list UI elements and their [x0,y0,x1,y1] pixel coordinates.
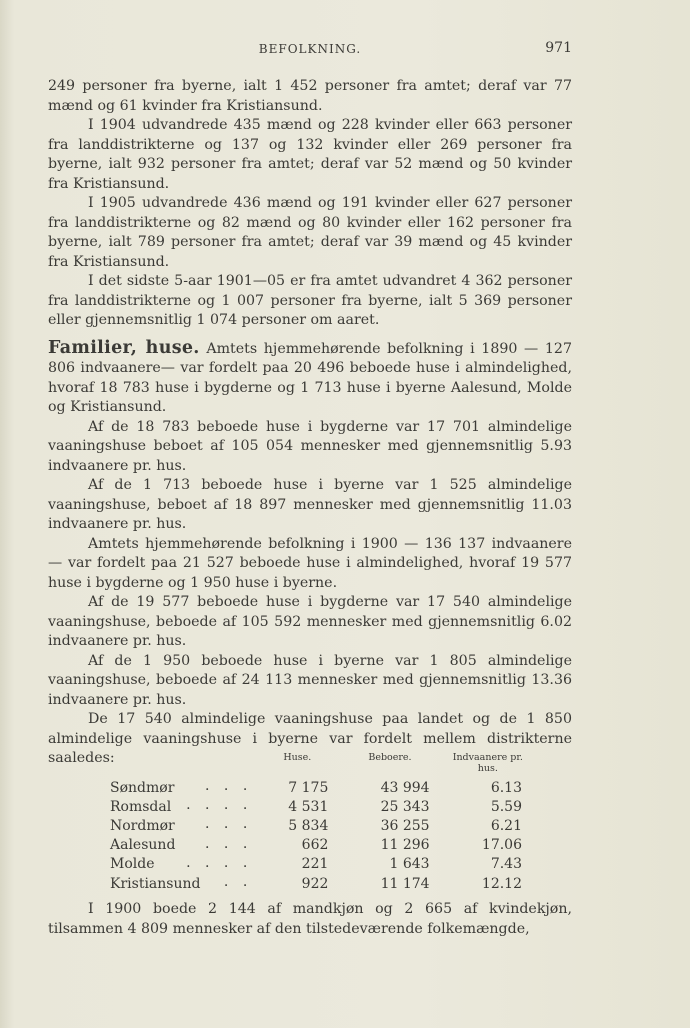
houses-cell: 221 [301,856,329,873]
section-paragraph [48,339,572,418]
leader-dots: . . . . [186,854,253,871]
leader-dots: . . . [205,816,253,833]
district-name: Nordmør [110,817,175,834]
column-header-houses: Huse. [283,752,312,763]
per-house-cell: 12.12 [481,875,522,892]
table-header-row [110,752,530,778]
paragraph: I 1905 udvandrede 436 mænd og 191 kvinder eller 627 personer fra landdistrikterne og 82 mænd og 80 kvinder eller 162 personer fra byerne, ialt 789 personer fra amtet; deraf var 39 mænd og 45 kvinder fra Kristiansund. [48,195,572,270]
residents-cell: 11 174 [380,875,430,892]
leader-dots: . . . [205,835,253,852]
paragraph: 249 personer fra byerne, ialt 1 452 personer fra amtet; deraf var 77 mænd og 61 kvinder fra Kristiansund. [48,78,572,114]
column-header-per-house: Indvaanere pr. hus. [452,752,523,774]
paragraph: Af de 18 783 beboede huse i bygderne var 17 701 almindelige vaaningshuse beboet af 105 054 mennesker med gjennemsnitlig 5.93 indvaanere pr. hus. [48,418,572,474]
paragraph: I 1904 udvandrede 435 mænd og 228 kvinder eller 663 personer fra landdistrikterne og 137 og 132 kvinder eller 269 personer fra byerne, ialt 932 personer fra amtet; deraf var 52 mænd og 50 kvinder fra Kristiansund. [48,117,572,192]
residents-cell: 25 343 [380,798,430,815]
page-header [48,40,572,60]
section-heading: Familier, huse. [48,337,200,358]
table-row [110,855,530,874]
residents-cell: 36 255 [380,817,430,834]
table-row [110,874,530,893]
district-houses-table [110,752,530,893]
houses-cell: 5 834 [288,817,329,834]
district-name: Søndmør [110,779,175,796]
paragraph-text: Amtets hjemmehørende befolkning i 1890 — 127 806 indvaanere— var fordelt paa 20 496 beboede huse i almindelighed, hvoraf 18 783 huse i bygderne og 1 713 huse i byerne Aalesund, Molde og Kristiansund. [48,340,572,415]
per-house-cell: 5.59 [490,798,522,815]
paragraph: I det sidste 5-aar 1901—05 er fra amtet udvandret 4 362 personer fra landdistrikterne og 1 007 personer fra byerne, ialt 5 369 personer eller gjennemsnitlig 1 074 personer om aaret. [48,273,572,328]
table-row [110,797,530,816]
per-house-cell: 6.21 [490,817,522,834]
body-text [48,77,572,769]
district-name: Molde [110,856,155,873]
table-row [110,836,530,855]
per-house-cell: 17.06 [481,837,522,854]
closing-text [48,900,572,939]
residents-cell: 1 643 [389,856,430,873]
district-name: Kristiansund [110,875,201,892]
paragraph: Af de 19 577 beboede huse i bygderne var 17 540 almindelige vaaningshuse, beboede af 105 592 mennesker med gjennemsnitlig 6.02 indvaanere pr. hus. [48,594,572,649]
houses-cell: 7 175 [288,779,329,796]
table-row [110,778,530,797]
per-house-cell: 6.13 [490,779,522,796]
column-header-residents: Beboere. [368,752,412,763]
residents-cell: 43 994 [380,779,430,796]
district-name: Aalesund [110,837,176,854]
page-number: 971 [545,40,572,56]
paragraph: Af de 1 950 beboede huse i byerne var 1 805 almindelige vaaningshuse, beboede af 24 113 mennesker med gjennemsnitlig 13.36 indvaanere pr. hus. [48,652,572,708]
district-name: Romsdal [110,798,172,815]
paragraph: Af de 1 713 beboede huse i byerne var 1 525 almindelige vaaningshuse, beboet af 18 897 mennesker med gjennemsnitlig 11.03 indvaanere pr. hus. [48,477,572,532]
leader-dots: . . . . [186,797,253,814]
paragraph: Amtets hjemmehørende befolkning i 1900 — 136 137 indvaanere — var fordelt paa 21 527 beboede huse i almindelighed, hvoraf 19 577 huse i bygderne og 1 950 huse i byerne. [48,535,572,591]
residents-cell: 11 296 [380,837,430,854]
houses-cell: 662 [301,837,329,854]
per-house-cell: 7.43 [490,856,522,873]
running-title: BEFOLKNING. [258,42,362,56]
leader-dots: . . [223,873,253,890]
paragraph: I 1900 boede 2 144 af mandkjøn og 2 665 af kvindekjøn, tilsammen 4 809 mennesker af den tilstedeværende folkemængde, [48,901,572,937]
leader-dots: . . . [205,778,253,794]
houses-cell: 922 [301,875,329,892]
table-row [110,816,530,835]
paragraph: De 17 540 almindelige vaaningshuse paa landet og de 1 850 almindelige vaaningshuse i byerne var fordelt mellem distrikterne saaledes: [48,711,572,766]
houses-cell: 4 531 [288,798,329,815]
